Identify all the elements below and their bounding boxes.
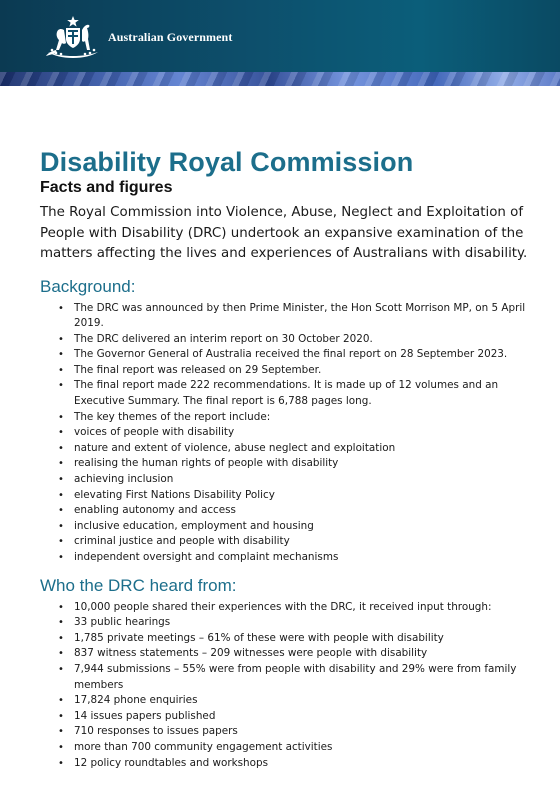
list-item: • The DRC delivered an interim report on 30 October 2020. bbox=[40, 332, 528, 348]
list-item: • nature and extent of violence, abuse neglect and exploitation bbox=[40, 441, 528, 457]
page-title: Disability Royal Commission bbox=[40, 147, 414, 177]
document-body bbox=[40, 146, 528, 771]
bullet-icon: • bbox=[58, 536, 64, 548]
bullet-icon: • bbox=[58, 489, 64, 501]
bullet-icon: • bbox=[58, 380, 64, 392]
list-item: • achieving inclusion bbox=[40, 472, 528, 488]
bullet-icon: • bbox=[58, 617, 64, 629]
list-item: • criminal justice and people with disability bbox=[40, 534, 528, 550]
list-item: • inclusive education, employment and housing bbox=[40, 519, 528, 535]
list-item: • 33 public hearings bbox=[40, 615, 528, 631]
list-item: • 17,824 phone enquiries bbox=[40, 693, 528, 709]
bullet-icon: • bbox=[58, 726, 64, 738]
list-item: • 10,000 people shared their experiences with the DRC, it received input through: bbox=[40, 600, 528, 616]
list-item: • more than 700 community engagement activities bbox=[40, 740, 528, 756]
list-item: • The DRC was announced by then Prime Minister, the Hon Scott Morrison MP, on 5 April 2019. bbox=[58, 301, 526, 330]
coat-of-arms-icon bbox=[44, 14, 102, 58]
bullet-icon: • bbox=[58, 695, 64, 707]
list-item: • The final report made 222 recommendations. It is made up of 12 volumes and an Executive Summary. The final report is 6,788 pages long. bbox=[58, 379, 499, 408]
background-list bbox=[40, 301, 528, 566]
bullet-icon: • bbox=[58, 505, 64, 517]
bullet-icon: • bbox=[58, 741, 64, 753]
bullet-icon: • bbox=[58, 302, 64, 314]
list-item: • The Governor General of Australia received the final report on 28 September 2023. bbox=[40, 347, 528, 363]
heard-from-list bbox=[40, 600, 528, 772]
page-subtitle: Facts and figures bbox=[40, 179, 173, 196]
bullet-icon: • bbox=[58, 442, 64, 454]
list-item: • 12 policy roundtables and workshops bbox=[40, 756, 528, 772]
bullet-icon: • bbox=[58, 411, 64, 423]
bullet-icon: • bbox=[58, 710, 64, 722]
heard-from-heading: Who the DRC heard from: bbox=[40, 575, 237, 595]
header-banner bbox=[0, 0, 560, 86]
bullet-icon: • bbox=[58, 458, 64, 470]
background-heading: Background: bbox=[40, 276, 136, 296]
list-item: • realising the human rights of people with disability bbox=[40, 456, 528, 472]
banner-stripes bbox=[0, 72, 560, 86]
list-item: • independent oversight and complaint mechanisms bbox=[40, 550, 528, 566]
bullet-icon: • bbox=[58, 520, 64, 532]
list-item: • 710 responses to issues papers bbox=[40, 724, 528, 740]
list-item: • 7,944 submissions – 55% were from people with disability and 29% were from family members bbox=[58, 662, 517, 691]
bullet-icon: • bbox=[58, 349, 64, 361]
list-item: • 837 witness statements – 209 witnesses were people with disability bbox=[40, 646, 528, 662]
list-item: • 1,785 private meetings – 61% of these were with people with disability bbox=[40, 631, 528, 647]
bullet-icon: • bbox=[58, 333, 64, 345]
bullet-icon: • bbox=[58, 663, 64, 675]
bullet-icon: • bbox=[58, 552, 64, 563]
bullet-icon: • bbox=[58, 648, 64, 660]
list-item: • voices of people with disability bbox=[40, 425, 528, 441]
bullet-icon: • bbox=[58, 474, 64, 486]
list-item: • The final report was released on 29 September. bbox=[40, 363, 528, 379]
list-item: • The key themes of the report include: bbox=[40, 410, 528, 426]
list-item: • enabling autonomy and access bbox=[40, 503, 528, 519]
government-name: Australian Government bbox=[108, 30, 233, 44]
bullet-icon: • bbox=[58, 757, 64, 769]
list-item: • elevating First Nations Disability Policy bbox=[40, 488, 528, 504]
bullet-icon: • bbox=[58, 364, 64, 376]
bullet-icon: • bbox=[58, 632, 64, 644]
bullet-icon: • bbox=[58, 427, 64, 439]
bullet-icon: • bbox=[58, 601, 64, 613]
intro-paragraph: The Royal Commission into Violence, Abuse, Neglect and Exploitation of People with Disability (DRC) undertook an expansive examination of the matters affecting the lives and experiences of Australians with disability. bbox=[40, 205, 528, 261]
list-item: • 14 issues papers published bbox=[40, 709, 528, 725]
